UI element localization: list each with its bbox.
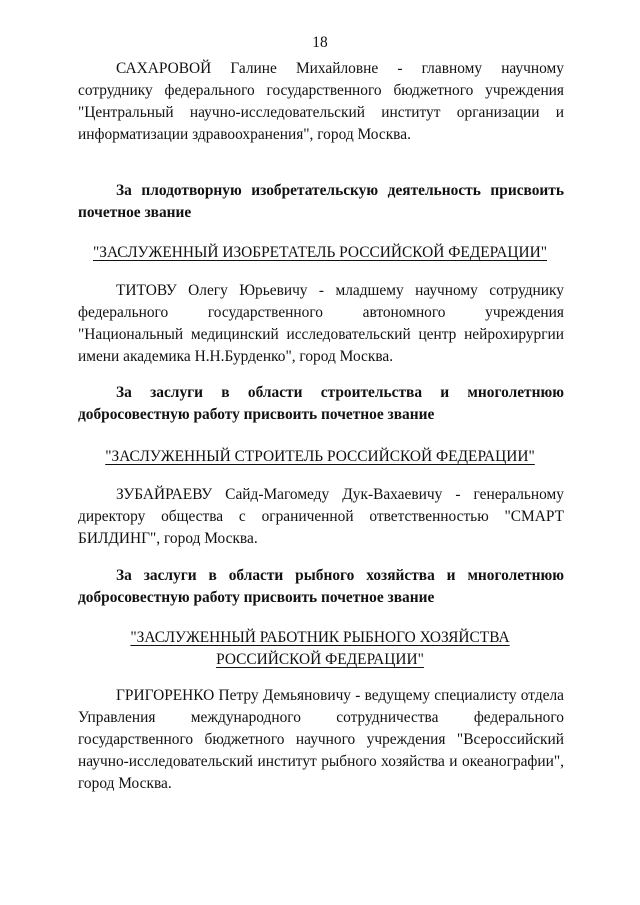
honorary-title-builder: [70, 446, 570, 468]
recipient-paragraph-titov: ТИТОВУ Олегу Юрьевичу - младшему научному сотруднику федерального государственного автономного учреждения "Национальный медицинский исследовательский центр нейрохирургии имени академика Н.Н.Бурденко", город Москва.: [78, 282, 564, 365]
honorary-title-fishery: [70, 627, 570, 671]
honorary-title-line: "ЗАСЛУЖЕННЫЙ РАБОТНИК РЫБНОГО ХОЗЯЙСТВА: [130, 629, 510, 646]
honorary-title-line: РОССИЙСКОЙ ФЕДЕРАЦИИ": [216, 651, 424, 668]
decree-paragraph-fishery: За заслуги в области рыбного хозяйства и многолетнюю добросовестную работу присвоить почетное звание: [78, 567, 564, 606]
page-number: 18: [312, 34, 328, 51]
decree-paragraph-builder: За заслуги в области строительства и многолетнюю добросовестную работу присвоить почетное звание: [78, 384, 564, 423]
honorary-title-inventor: [70, 242, 570, 264]
honorary-title-line: "ЗАСЛУЖЕННЫЙ ИЗОБРЕТАТЕЛЬ РОССИЙСКОЙ ФЕДЕРАЦИИ": [92, 244, 548, 261]
recipient-paragraph-sakharova: САХАРОВОЙ Галине Михайловне - главному научному сотруднику федерального государственного бюджетного учреждения "Центральный научно-исследовательский институт организации и информатизации здравоохранения", город Москва.: [78, 60, 564, 143]
recipient-paragraph-zubairaev: ЗУБАЙРАЕВУ Сайд-Магомеду Дук-Вахаевичу - генеральному директору общества с ограниченной ответственностью "СМАРТ БИЛДИНГ", город Москва.: [78, 486, 564, 547]
decree-paragraph-inventor: За плодотворную изобретательскую деятельность присвоить почетное звание: [78, 182, 564, 221]
honorary-title-line: "ЗАСЛУЖЕННЫЙ СТРОИТЕЛЬ РОССИЙСКОЙ ФЕДЕРАЦИИ": [105, 448, 535, 465]
recipient-paragraph-grigorenko: ГРИГОРЕНКО Петру Демьяновичу - ведущему специалисту отдела Управления международного сотрудничества федерального государственного бюджетного научного учреждения "Всероссийский научно-исследовательский институт рыбного хозяйства и океанографии", город Москва.: [78, 687, 564, 792]
